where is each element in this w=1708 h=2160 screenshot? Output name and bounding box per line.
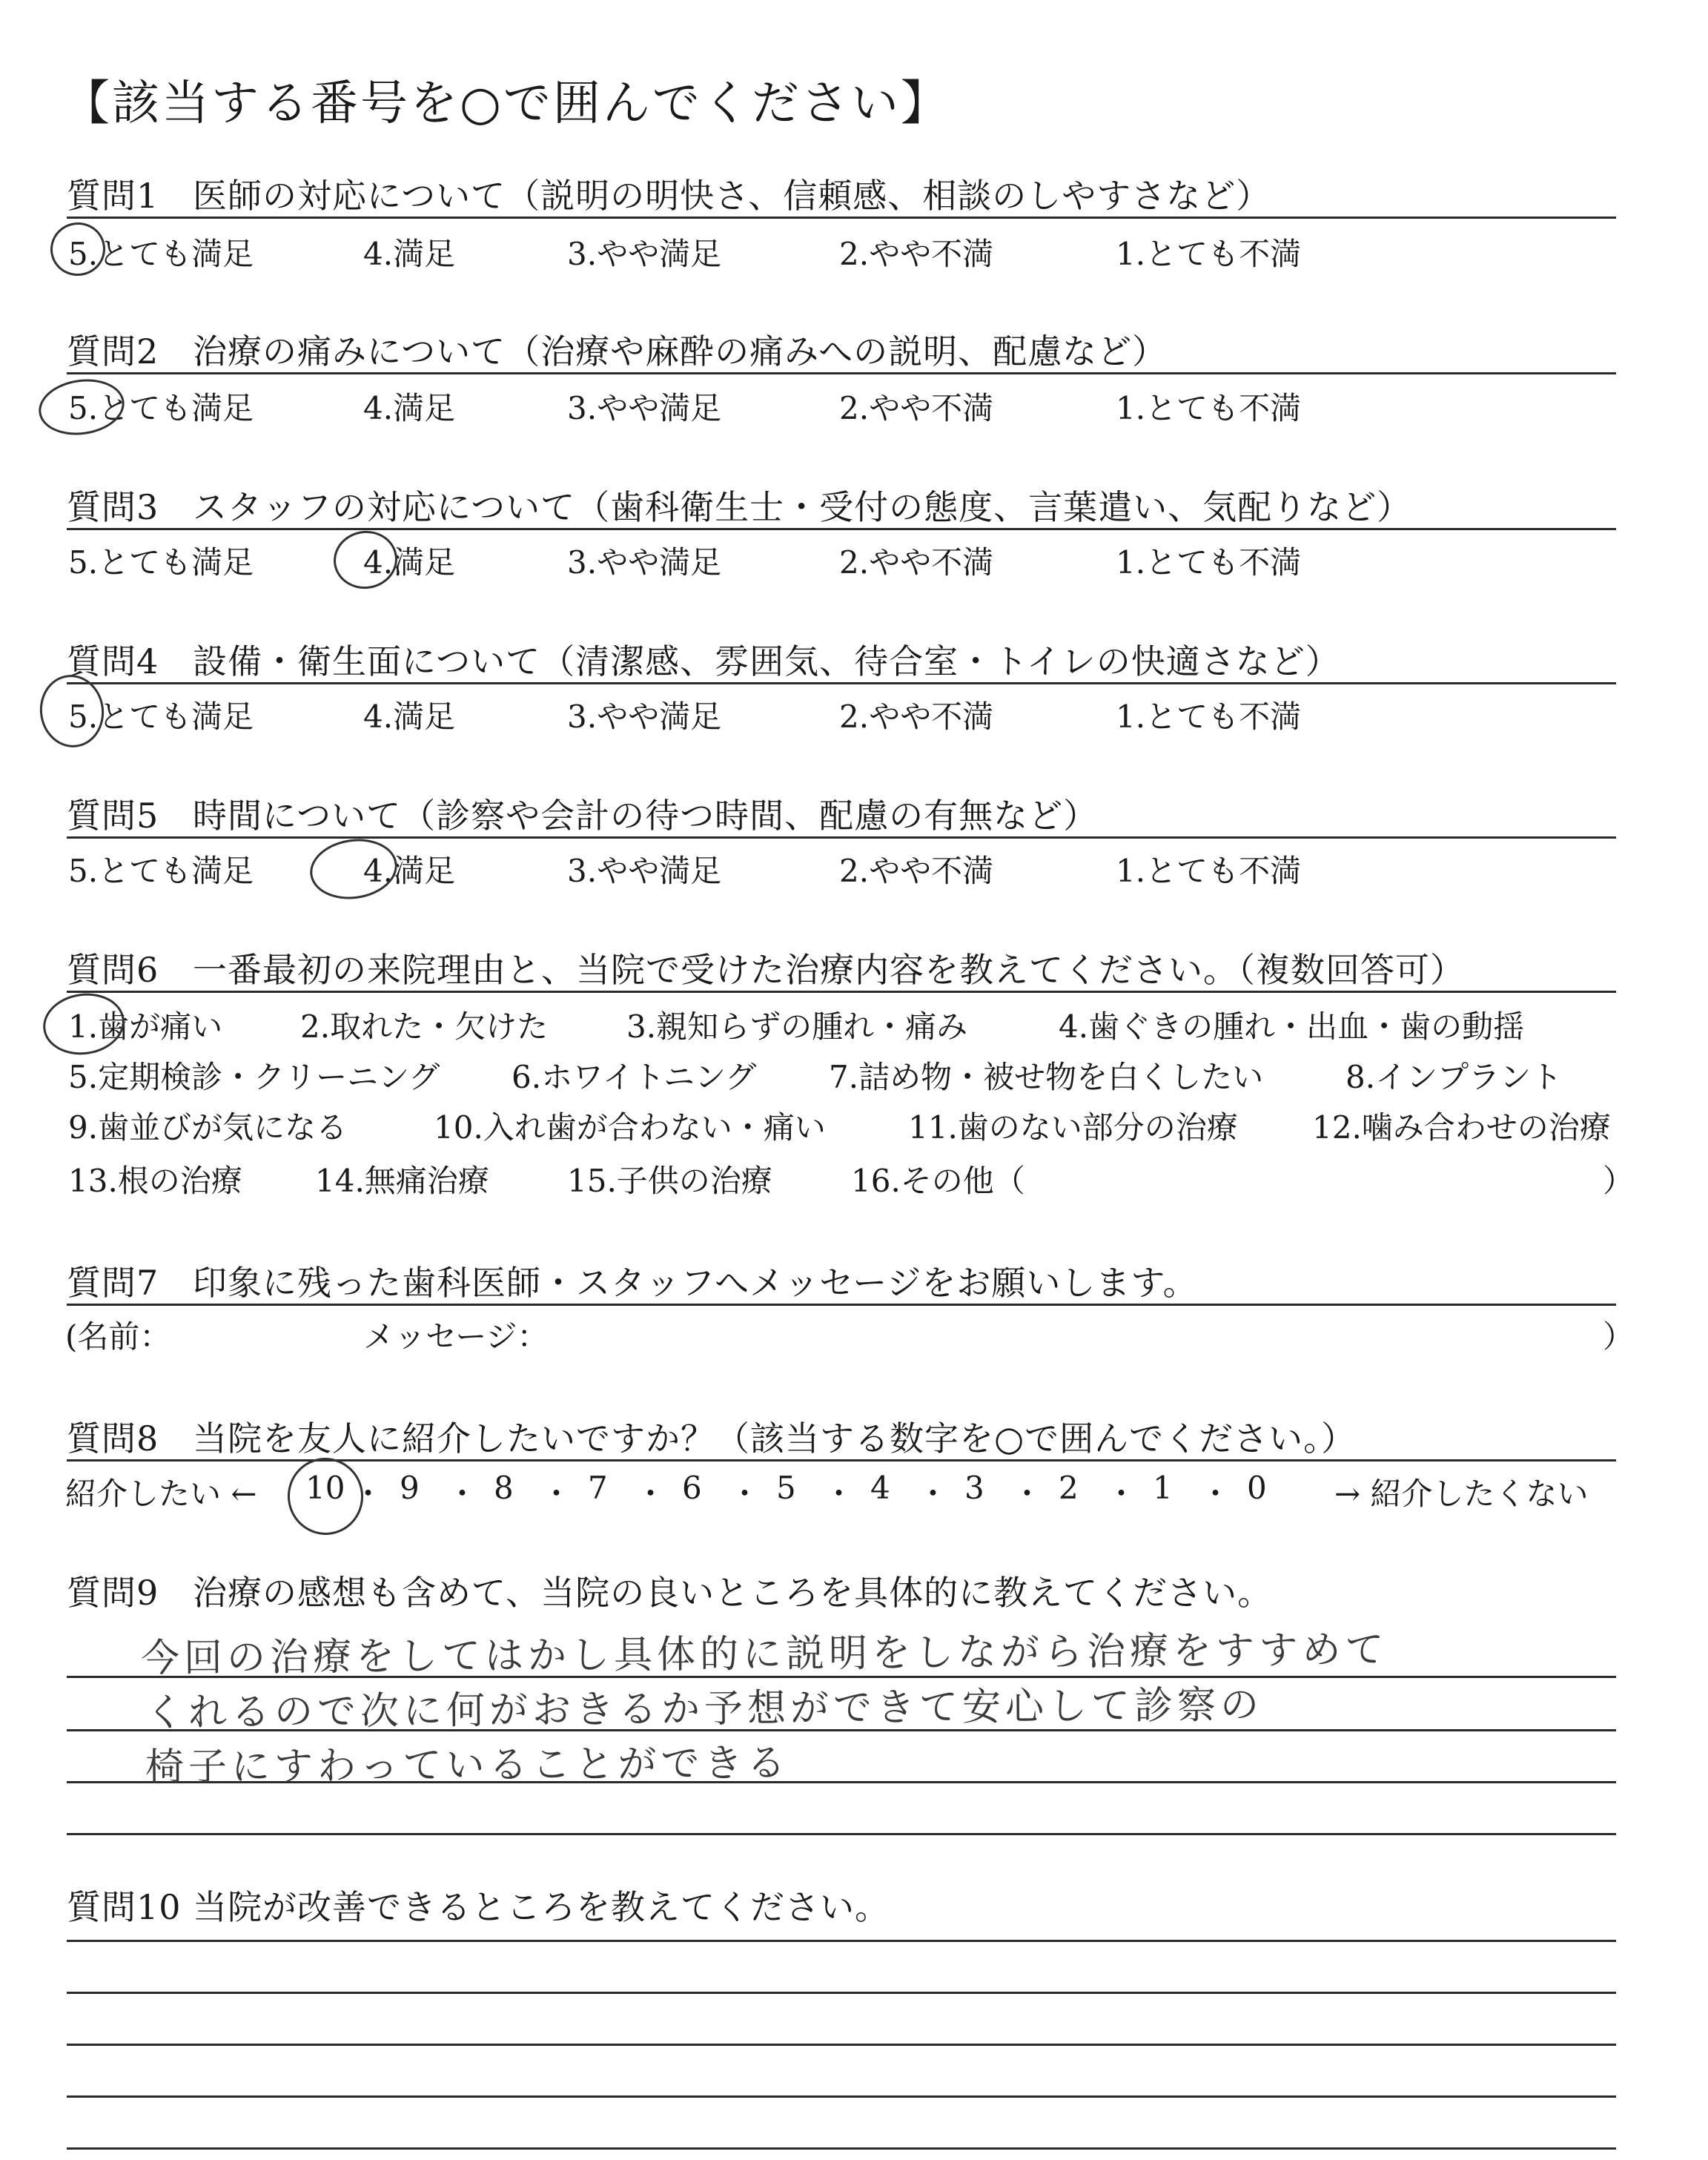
scale-separator: ・: [635, 1476, 666, 1512]
answer-line: [67, 2095, 1616, 2098]
q3-option-4[interactable]: 4.満足: [363, 544, 456, 581]
q5-option-1[interactable]: 1.とても不満: [1116, 853, 1302, 889]
recommend-left-label: 紹介したい ←: [65, 1476, 257, 1512]
question-text: 一番最初の来院理由と、当院で受けた治療内容を教えてください。（複数回答可）: [193, 950, 1465, 990]
rule: [67, 1304, 1616, 1306]
question-text: 当院が改善できるところを教えてください。: [193, 1887, 890, 1927]
scale-separator: ・: [1105, 1476, 1137, 1512]
q1-option-5[interactable]: 5.とても満足: [68, 236, 254, 272]
q6-option-4[interactable]: 4.歯ぐきの腫れ・出血・歯の動揺: [1059, 1008, 1525, 1045]
rule: [67, 372, 1616, 374]
q4-option-5[interactable]: 5.とても満足: [68, 698, 254, 735]
rule: [67, 528, 1616, 530]
selection-circle: [39, 988, 128, 1060]
scale-value-5[interactable]: 5: [776, 1470, 796, 1506]
question-2-title: [67, 325, 1167, 374]
rule: [67, 1459, 1616, 1462]
q6-option-12[interactable]: 12.噛み合わせの治療: [1312, 1109, 1611, 1146]
question-text: 治療の感想も含めて、当院の良いところを具体的に教えてください。: [193, 1573, 1273, 1613]
q4-option-2[interactable]: 2.やや不満: [839, 698, 994, 735]
answer-line: [67, 1992, 1616, 1994]
q1-option-4[interactable]: 4.満足: [363, 236, 456, 272]
question-3-title: [67, 480, 1411, 529]
selection-circle: [330, 526, 401, 592]
question-number: 質問6: [67, 950, 159, 990]
question-9-title: [67, 1566, 1272, 1615]
scale-value-6[interactable]: 6: [682, 1470, 702, 1506]
question-text: 医師の対応について（説明の明快さ、信頼感、相談のしやすさなど）: [193, 176, 1271, 216]
scale-separator: ・: [729, 1476, 761, 1512]
q6-option-10[interactable]: 10.入れ歯が合わない・痛い: [434, 1109, 826, 1146]
scale-value-4[interactable]: 4: [870, 1470, 890, 1506]
q6-option-11[interactable]: 11.歯のない部分の治療: [908, 1109, 1238, 1146]
q6-option-6[interactable]: 6.ホワイトニング: [512, 1059, 757, 1095]
question-text: 印象に残った歯科医師・スタッフへメッセージをお願いします。: [193, 1263, 1198, 1303]
scale-value-10[interactable]: 10: [305, 1470, 345, 1506]
question-number: 質問1: [67, 176, 159, 216]
rule: [67, 217, 1616, 219]
form-header: 【該当する番号を○で囲んでください】: [62, 76, 950, 131]
question-number: 質問2: [67, 331, 159, 371]
q6-option-5[interactable]: 5.定期検診・クリーニング: [68, 1059, 440, 1095]
scale-separator: ・: [352, 1476, 384, 1512]
question-text: スタッフの対応について（歯科衛生士・受付の態度、言葉遣い、気配りなど）: [193, 487, 1412, 527]
selection-circle: [282, 1453, 368, 1539]
question-number: 質問9: [67, 1573, 159, 1613]
question-6-title: [67, 943, 1465, 992]
question-text: 治療の痛みについて（治療や麻酔の痛みへの説明、配慮など）: [193, 331, 1168, 371]
message-close: ）: [1603, 1318, 1635, 1355]
answer-line: [67, 1833, 1616, 1835]
answer-line: [67, 2147, 1616, 2150]
q2-option-5[interactable]: 5.とても満足: [68, 390, 254, 426]
q6-option-13[interactable]: 13.根の治療: [68, 1163, 242, 1199]
selection-circle: [306, 833, 401, 905]
rule: [67, 991, 1616, 993]
scale-value-3[interactable]: 3: [964, 1470, 984, 1506]
q6-option-16[interactable]: 16.その他（: [851, 1163, 1025, 1199]
scale-value-1[interactable]: 1: [1153, 1470, 1173, 1506]
question-1-title: [67, 169, 1271, 218]
question-10-title: [67, 1880, 890, 1929]
q3-option-5[interactable]: 5.とても満足: [68, 544, 254, 581]
handwritten-answer-line-3: 椅子にすわっていることができる: [145, 1740, 790, 1791]
scale-value-0[interactable]: 0: [1247, 1470, 1267, 1506]
q2-option-2[interactable]: 2.やや不満: [839, 390, 994, 426]
handwritten-answer-line-1: 今回の治療をしてはかし具体的に説明をしながら治療をすすめて: [140, 1628, 1388, 1681]
answer-line: [67, 1940, 1616, 1942]
scale-separator: ・: [823, 1476, 855, 1512]
question-8-title: [67, 1412, 1356, 1461]
q3-option-1[interactable]: 1.とても不満: [1116, 544, 1302, 581]
q1-option-2[interactable]: 2.やや不満: [839, 236, 994, 272]
scale-value-2[interactable]: 2: [1059, 1470, 1079, 1506]
q5-option-2[interactable]: 2.やや不満: [839, 853, 994, 889]
answer-line: [67, 2044, 1616, 2046]
scale-separator: ・: [1199, 1476, 1231, 1512]
q6-option-1[interactable]: 1.歯が痛い: [68, 1008, 223, 1045]
scale-value-7[interactable]: 7: [588, 1470, 608, 1506]
scale-separator: ・: [1011, 1476, 1043, 1512]
recommend-right-label: → 紹介したくない: [1334, 1476, 1589, 1512]
question-number: 質問3: [67, 487, 159, 527]
q1-option-3[interactable]: 3.やや満足: [567, 236, 722, 272]
scale-separator: ・: [446, 1476, 478, 1512]
q6-option-2[interactable]: 2.取れた・欠けた: [300, 1008, 549, 1045]
q3-option-2[interactable]: 2.やや不満: [839, 544, 994, 581]
question-text: 設備・衛生面について（清潔感、雰囲気、待合室・トイレの快適さなど）: [193, 641, 1340, 681]
question-text: 時間について（診察や会計の待つ時間、配慮の有無など）: [193, 796, 1099, 836]
q5-option-4[interactable]: 4.満足: [363, 853, 456, 889]
question-5-title: [67, 789, 1098, 838]
q6-option-9[interactable]: 9.歯並びが気になる: [68, 1109, 348, 1146]
question-text: 当院を友人に紹介したいですか？（該当する数字を○で囲んでください。）: [193, 1418, 1357, 1459]
q6-option-15[interactable]: 15.子供の治療: [567, 1163, 772, 1199]
q6-option-8[interactable]: 8.インプラント: [1345, 1059, 1563, 1095]
scale-separator: ・: [917, 1476, 949, 1512]
question-number: 質問10: [67, 1887, 182, 1927]
rule: [67, 836, 1616, 839]
question-number: 質問8: [67, 1418, 159, 1459]
scale-value-8[interactable]: 8: [494, 1470, 514, 1506]
q2-option-4[interactable]: 4.満足: [363, 390, 456, 426]
handwritten-answer-line-2: くれるので次に何がおきるか予想ができて安心して診察の: [145, 1682, 1264, 1736]
q4-option-4[interactable]: 4.満足: [363, 698, 456, 735]
q6-option-14[interactable]: 14.無痛治療: [315, 1163, 489, 1199]
q3-option-3[interactable]: 3.やや満足: [567, 544, 722, 581]
q1-option-1[interactable]: 1.とても不満: [1116, 236, 1302, 272]
rule: [67, 682, 1616, 684]
question-7-title: [67, 1256, 1198, 1305]
q5-option-5[interactable]: 5.とても満足: [68, 853, 254, 889]
q4-option-1[interactable]: 1.とても不満: [1116, 698, 1302, 735]
q6-option-16-close: ）: [1603, 1163, 1635, 1199]
question-number: 質問5: [67, 796, 159, 836]
scale-value-9[interactable]: 9: [400, 1470, 420, 1506]
q2-option-3[interactable]: 3.やや満足: [567, 390, 722, 426]
message-label: メッセージ：: [363, 1318, 549, 1355]
name-label: (名前：: [65, 1318, 171, 1355]
q6-option-7[interactable]: 7.詰め物・被せ物を白くしたい: [829, 1059, 1264, 1095]
q5-option-3[interactable]: 3.やや満足: [567, 853, 722, 889]
scale-separator: ・: [540, 1476, 572, 1512]
question-4-title: [67, 635, 1340, 684]
question-number: 質問4: [67, 641, 159, 681]
q6-option-3[interactable]: 3.親知らずの腫れ・痛み: [626, 1008, 968, 1045]
question-number: 質問7: [67, 1263, 159, 1303]
q2-option-1[interactable]: 1.とても不満: [1116, 390, 1302, 426]
q4-option-3[interactable]: 3.やや満足: [567, 698, 722, 735]
